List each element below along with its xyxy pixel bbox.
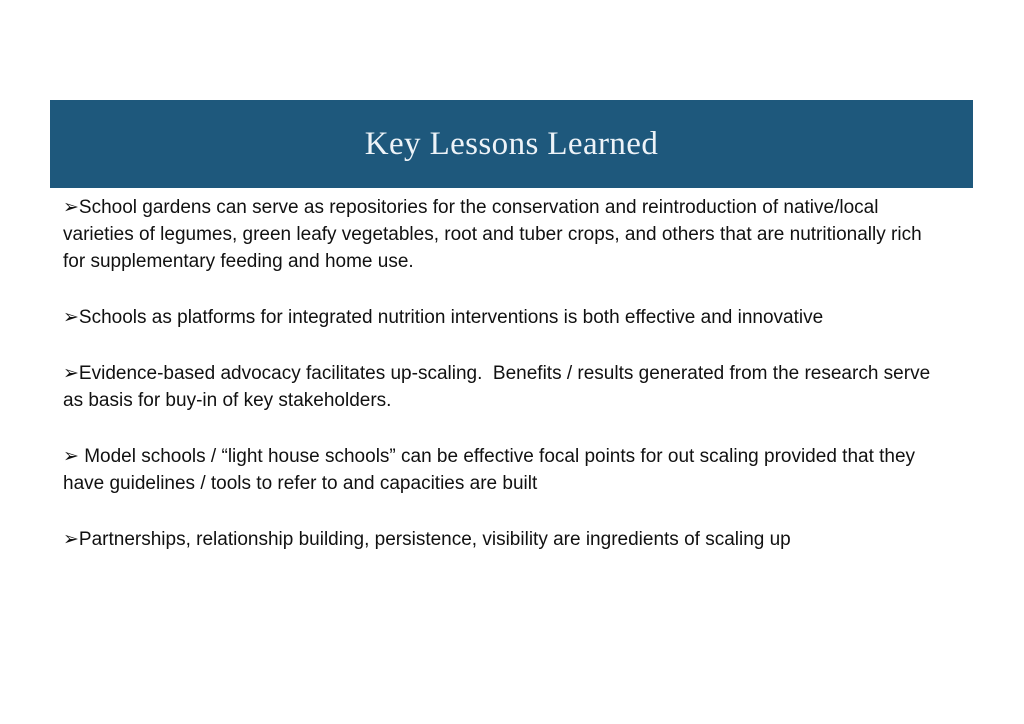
title-bar <box>50 100 973 188</box>
bullet-text: Partnerships, relationship building, persistence, visibility are ingredients of scaling up <box>78 529 791 550</box>
bullet-text: School gardens can serve as repositories for the conservation and reintroduction of native/local varieties of legumes, green leafy vegetables, root and tuber crops, and others that are nutritionally rich for supplementary feeding and home use. <box>63 197 927 272</box>
bullet-item <box>63 443 938 497</box>
bullet-item <box>63 526 938 553</box>
slide-title: Key Lessons Learned <box>364 125 659 162</box>
arrow-bullet-icon: ➢ <box>63 528 79 550</box>
arrow-bullet-icon: ➢ <box>63 306 79 328</box>
arrow-bullet-icon: ➢ <box>63 362 79 384</box>
bullet-item <box>63 360 938 414</box>
arrow-bullet-icon: ➢ <box>63 445 79 467</box>
bullet-item <box>63 194 938 275</box>
bullet-text: Model schools / “light house schools” can be effective focal points for out scaling provided that they have guidelines / tools to refer to and capacities are built <box>63 446 921 494</box>
bullet-text: Schools as platforms for integrated nutrition interventions is both effective and innovative <box>78 307 824 328</box>
bullet-text: Evidence-based advocacy facilitates up-scaling. Benefits / results generated from the research serve as basis for buy-in of key stakeholders. <box>63 363 936 411</box>
bullet-item <box>63 304 938 331</box>
arrow-bullet-icon: ➢ <box>63 196 79 218</box>
bullet-list <box>63 194 938 582</box>
